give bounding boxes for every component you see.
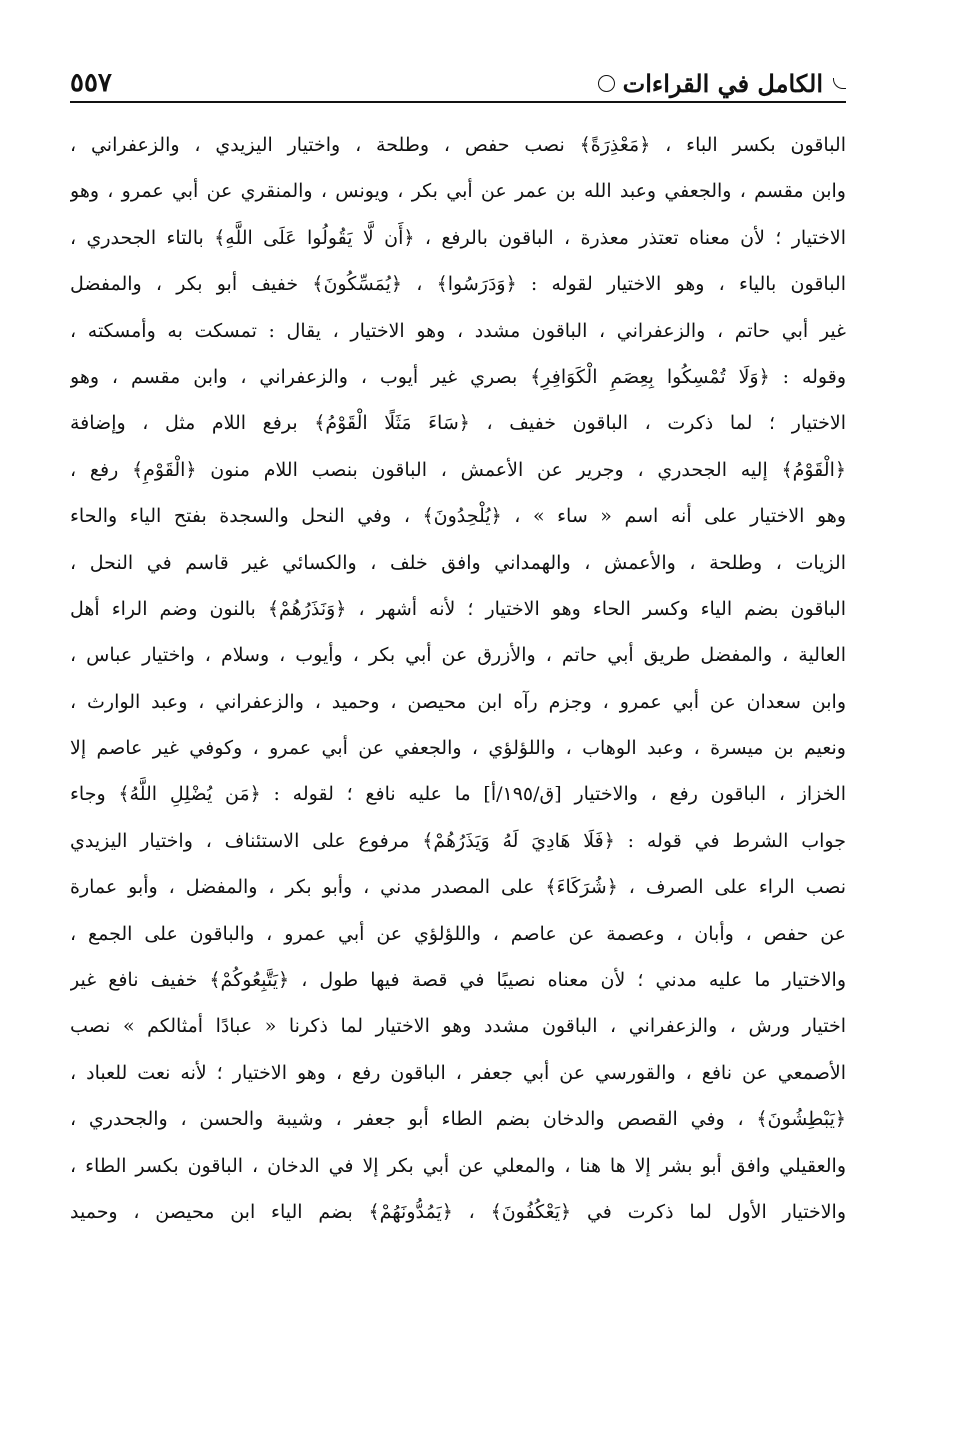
text-line: عن حفص ، وأبان ، وعصمة عن عاصم ، واللؤلؤي عن أبي عمرو ، والباقون على الجمع ، <box>70 922 846 945</box>
page-header <box>70 52 846 98</box>
text-line: والعقيلي وافق أبو بشر إلا ها هنا ، والمعلي عن أبي بكر إلا في الدخان ، الباقون بكسر الطاء ، <box>70 1154 846 1177</box>
page-number: ٥٥٧ <box>70 68 112 98</box>
text-line: والاختيار ما عليه مدني ؛ لأن معناه نصيبًا في قصة فيها طول ، ﴿يَتَّبِعُوكُمْ﴾ خفيف نافع غير <box>70 969 846 992</box>
text-line: الاختيار ؛ لما ذكرت ، الباقون خفيف ، ﴿سَاءَ مَثَلًا الْقَوْمُ﴾ برفع اللام مثل ، وإضافة <box>70 412 846 435</box>
text-line: وابن مقسم ، والجعفي وعبد الله بن عمر عن أبي بكر ، ويونس ، والمنقري عن أبي عمرو ، وهو <box>70 180 846 203</box>
text-line: غير أبي حاتم ، والزعفراني ، الباقون مشدد ، وهو الاختيار ، يقال : تمسكت به وأمسكته ، <box>70 319 846 342</box>
header-divider <box>70 101 846 103</box>
body-text <box>70 122 846 1235</box>
header-ornament-icon <box>833 78 846 89</box>
text-line: الباقون بكسر الباء ، ﴿مَعْذِرَةً﴾ نصب حفص ، وطلحة ، واختيار اليزيدي ، والزعفراني ، <box>70 134 846 156</box>
text-line: اختيار ورش ، والزعفراني ، الباقون مشدد وهو الاختيار لما ذكرنا « عبادًا أمثالكم » نصب <box>70 1015 846 1038</box>
text-line: العالية ، والمفضل طريق أبي حاتم ، والأزرق عن أبي بكر ، وأيوب ، وسلام ، واختيار عباس ، <box>70 644 846 667</box>
text-line: نصب الراء على الصرف ، ﴿شُرَكَاءَ﴾ على المصدر مدني ، وأبو بكر ، والمفضل ، وأبو عمارة <box>70 876 846 899</box>
circle-ornament-icon <box>598 75 615 92</box>
text-line: الزيات ، وطلحة ، والأعمش ، والهمداني وافق خلف ، والكسائي غير قاسم في النحل ، <box>70 551 846 574</box>
text-line: جواب الشرط في قوله : ﴿فَلَا هَادِيَ لَهُ وَيَذَرُهُمْ﴾ مرفوع على الاستئناف ، واختيار اليزيدي <box>70 829 846 852</box>
text-line: الباقون بالياء ، وهو الاختيار لقوله : ﴿وَدَرَسُوا﴾ ، ﴿يُمَسِّكُونَ﴾ خفيف أبو بكر ، والمفضل <box>70 273 846 296</box>
text-line: الأصمعي عن نافع ، والقورسي عن أبي جعفر ، الباقون رفع ، وهو الاختيار ؛ لأنه نعت للعباد ، <box>70 1061 846 1084</box>
running-title <box>598 69 846 98</box>
text-line: ﴿الْقَوْمُ﴾ إليه الجحدري ، وجرير عن الأعمش ، الباقون بنصب اللام منون ﴿الْقَوْمِ﴾ رفع ، <box>70 458 846 481</box>
text-line: الباقون بضم الياء وكسر الحاء وهو الاختيار ؛ لأنه أشهر ، ﴿وَنَذَرُهُمْ﴾ بالنون وضم الراء أهل <box>70 597 846 620</box>
text-line: والاختيار الأول لما ذكرت في ﴿يَعْكُفُونَ﴾ ، ﴿يَمُدُّونَهُمْ﴾ بضم الياء ابن محيصن ، وحميد <box>70 1200 846 1223</box>
text-line: وابن سعدان عن أبي عمرو ، وجزم رآه ابن محيصن ، وحميد ، والزعفراني ، وعبد الوارث ، <box>70 690 846 713</box>
running-title-text: الكامل في القراءات <box>622 69 823 98</box>
text-line: وهو الاختيار على أنه اسم « ساء » ، ﴿يُلْحِدُونَ﴾ ، وفي النحل والسجدة بفتح الياء والحاء <box>70 505 846 528</box>
text-line: وقوله : ﴿وَلَا تُمْسِكُوا بِعِصَمِ الْكَوَافِرِ﴾ بصري غير أيوب ، والزعفراني ، وابن مقسم ، وهو <box>70 365 846 388</box>
text-line: الخزاز ، الباقون رفع ، والاختيار [ق/١٩٥/أ] ما عليه نافع ؛ لقوله : ﴿مَن يُضْلِلِ اللَّهُ﴾ وجاء <box>70 783 846 806</box>
text-line: الاختيار ؛ لأن معناه تعتذر معذرة ، الباقون بالرفع ، ﴿أَن لَّا يَقُولُوا عَلَى اللَّهِ﴾ بالتاء الجحدري ، <box>70 226 846 249</box>
text-line: ونعيم بن ميسرة ، وعبد الوهاب ، واللؤلؤي ، والجعفي عن أبي عمرو ، وكوفي غير عاصم إلا <box>70 737 846 760</box>
text-line: ﴿يَبْطِشُونَ﴾ ، وفي القصص والدخان بضم الطاء أبو جعفر ، وشيبة والحسن ، والجحدري ، <box>70 1108 846 1131</box>
